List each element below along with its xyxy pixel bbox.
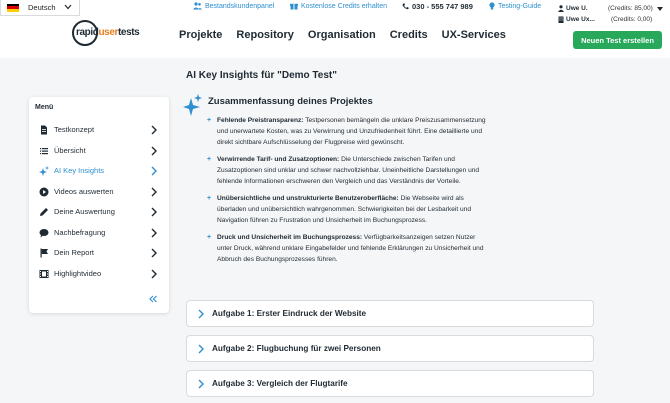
- chevron-right-icon: [151, 269, 157, 279]
- top-link-testing-guide[interactable]: [489, 2, 541, 10]
- sparkle-icon: [39, 166, 49, 176]
- chevron-right-icon: [198, 379, 204, 389]
- insight-item: [206, 154, 488, 187]
- account-credits[interactable]: (Credits: 85,00): [608, 5, 653, 12]
- pencil-icon: [39, 207, 49, 217]
- language-label: Deutsch: [28, 3, 56, 12]
- top-bar: [0, 0, 670, 58]
- plus-icon: +: [207, 156, 212, 163]
- nav-projekte[interactable]: Projekte: [179, 29, 223, 41]
- new-test-button[interactable]: Neuen Test erstellen: [573, 31, 662, 49]
- insight-heading: Fehlende Preistransparenz:: [217, 117, 304, 124]
- chevron-right-icon: [151, 228, 157, 238]
- task-label: Aufgabe 1: Erster Eindruck der Website: [212, 309, 367, 318]
- task-accordion-1[interactable]: [186, 300, 594, 327]
- rapidusertests-logo[interactable]: [72, 20, 140, 46]
- plus-icon: +: [207, 234, 212, 241]
- phone-icon: [402, 3, 409, 10]
- plus-icon: +: [207, 117, 212, 124]
- insight-item: [206, 232, 488, 265]
- chevron-right-icon: [198, 344, 204, 354]
- list-icon: [39, 146, 49, 156]
- account-user[interactable]: Uwe U.: [558, 5, 588, 12]
- germany-flag-icon: [7, 4, 19, 12]
- top-link-label: Bestandskundenpanel: [205, 2, 275, 10]
- users-icon: [193, 2, 202, 10]
- main-nav: [179, 29, 506, 41]
- bulb-icon: [489, 2, 495, 10]
- sidebar-item-nachbefragung[interactable]: Nachbefragung: [29, 224, 169, 242]
- top-link-credits[interactable]: [290, 2, 387, 10]
- chevron-down-icon: [64, 4, 72, 10]
- language-select[interactable]: [0, 0, 80, 16]
- task-label: Aufgabe 2: Flugbuchung für zwei Personen: [212, 344, 381, 353]
- nav-repository[interactable]: Repository: [236, 29, 294, 41]
- chevron-right-icon: [151, 248, 157, 258]
- insight-text: Verfügbarkeitsanzeigen setzen Nutzer unter Druck, während unklare Eingabefelder und fehlende Erklärungen zu Unsicherheit und Abbruch des Buchungsprozesses führen.: [217, 234, 484, 263]
- sidebar-item-ai-key-insights[interactable]: AI Key Insights: [29, 162, 169, 180]
- page-title: AI Key Insights für "Demo Test": [186, 70, 337, 81]
- task-accordion-2[interactable]: [186, 335, 594, 362]
- flag-icon: [39, 248, 49, 258]
- insight-text: Die Webseite wird als überladen und unübersichtlich wahrgenommen. Schwierigkeiten bei der Lesbarkeit und Navigation führen zu Frustration und Unsicherheit im Buchungsprozess.: [217, 195, 472, 224]
- insight-item: [206, 193, 488, 226]
- sidebar-item-uebersicht[interactable]: Übersicht: [29, 142, 169, 160]
- chevron-right-icon: [151, 187, 157, 197]
- chevron-right-icon: [151, 207, 157, 217]
- sidebar-menu: [29, 97, 169, 313]
- summary-title: Zusammenfassung deines Projektes: [208, 96, 373, 107]
- sidebar-item-testkonzept[interactable]: Testkonzept: [29, 121, 169, 139]
- insight-text: Die Unterschiede zwischen Tarifen und Zusatzoptionen sind unklar und schwer nachvollziehbar. Uneinheitliche Darstellungen und fehlende Informationen erschweren den Vergleich und das Verständnis der Vorteile.: [217, 156, 480, 185]
- menu-title: Menü: [35, 104, 54, 111]
- nav-credits[interactable]: Credits: [389, 29, 428, 41]
- plus-icon: +: [207, 195, 212, 202]
- insight-heading: Verwirrende Tarif- und Zusatzoptionen:: [217, 156, 340, 163]
- top-link-bestandskundenpanel[interactable]: [193, 2, 274, 10]
- chevron-right-icon: [151, 125, 157, 135]
- gift-icon: [290, 2, 298, 10]
- caret-down-icon[interactable]: [657, 7, 663, 11]
- insight-text: Testpersonen bemängeln die unklare Preiszusammensetzung und unerwartete Kosten, was zu Verwirrung und Unzufriedenheit führt. Eine detaillierte und direkt sichtbare Aufschlüsselung der Flugpreise wird gewünscht.: [217, 117, 486, 146]
- insight-heading: Unübersichtliche und unstrukturierte Benutzeroberfläche:: [217, 195, 399, 202]
- sidebar-item-highlightvideo[interactable]: Highlightvideo: [29, 265, 169, 283]
- chat-icon: [39, 228, 49, 238]
- task-label: Aufgabe 3: Vergleich der Flugtarife: [212, 379, 348, 388]
- logo-text: rapidusertests: [76, 27, 140, 38]
- sidebar-item-videos-auswerten[interactable]: Videos auswerten: [29, 183, 169, 201]
- sidebar-item-dein-report[interactable]: Dein Report: [29, 244, 169, 262]
- task-accordion-3[interactable]: [186, 370, 594, 397]
- document-icon: [39, 125, 49, 135]
- chevron-right-icon: [198, 309, 204, 319]
- user-icon: [558, 5, 564, 12]
- organisation-credits: (Credits: 0,00): [611, 16, 653, 23]
- nav-organisation[interactable]: Organisation: [307, 29, 376, 41]
- top-link-label: Testing-Guide: [498, 2, 542, 10]
- film-icon: [39, 269, 49, 279]
- nav-ux-services[interactable]: UX-Services: [441, 29, 506, 41]
- account-organisation[interactable]: Uwe Ux...: [558, 16, 595, 23]
- play-circle-icon: [39, 187, 49, 197]
- chevron-right-icon: [151, 166, 157, 176]
- insights-list: [206, 115, 488, 271]
- collapse-sidebar-icon[interactable]: [148, 295, 158, 303]
- insight-heading: Druck und Unsicherheit im Buchungsprozess:: [217, 234, 363, 241]
- insight-item: [206, 115, 488, 148]
- phone-number[interactable]: 030 - 555 747 989: [402, 2, 473, 11]
- sidebar-item-deine-auswertung[interactable]: Deine Auswertung: [29, 203, 169, 221]
- building-icon: [558, 16, 564, 23]
- top-link-label: Kostenlose Credits erhalten: [301, 2, 387, 10]
- chevron-right-icon: [151, 146, 157, 156]
- sparkle-icon: [183, 94, 203, 116]
